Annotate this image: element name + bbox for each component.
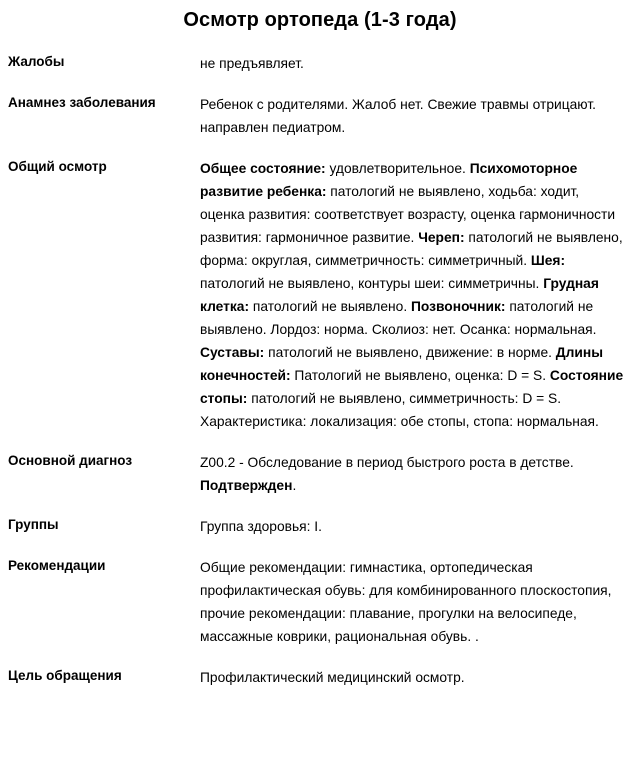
row-value: не предъявляет. bbox=[200, 56, 304, 71]
row-label: Цель обращения bbox=[8, 668, 122, 683]
row-label: Жалобы bbox=[8, 54, 65, 69]
record-row bbox=[8, 52, 626, 75]
record-row bbox=[8, 666, 626, 689]
record-row bbox=[8, 556, 626, 648]
row-value: Z00.2 - Обследование в период быстрого роста в детстве. Подтвержден. bbox=[200, 455, 574, 493]
row-label: Общий осмотр bbox=[8, 159, 107, 174]
record-row bbox=[8, 515, 626, 538]
row-label: Анамнез заболевания bbox=[8, 95, 156, 110]
row-value: Профилактический медицинский осмотр. bbox=[200, 670, 465, 685]
row-label: Рекомендации bbox=[8, 558, 106, 573]
row-value: Группа здоровья: I. bbox=[200, 519, 322, 534]
record-row bbox=[8, 93, 626, 139]
examination-record bbox=[0, 52, 640, 689]
page-title: Осмотр ортопеда (1-3 года) bbox=[183, 9, 457, 31]
row-label: Группы bbox=[8, 517, 59, 532]
row-value: Ребенок с родителями. Жалоб нет. Свежие травмы отрицают. направлен педиатром. bbox=[200, 97, 596, 135]
row-value: Общее состояние: удовлетворительное. Психомоторное развитие ребенка: патологий не выявлено, ходьба: ходит, оценка развития: соответствует возрасту, оценка гармоничности развития: гармоничное развитие. Череп: патологий не выявлено, форма: округлая, симметричность: симметричный. Шея: патологий не выявлено, контуры шеи: симметричны. Грудная клетка: патологий не выявлено. Позвоночник: патологий не выявлено. Лордоз: норма. Сколиоз: нет. Осанка: нормальная. Суставы: патологий не выявлено, движение: в норме. Длины конечностей: Патологий не выявлено, оценка: D = S. Состояние стопы: патологий не выявлено, симметричность: D = S. Характеристика: локализация: обе стопы, стопа: нормальная. bbox=[200, 161, 624, 429]
record-row bbox=[8, 157, 626, 433]
row-label: Основной диагноз bbox=[8, 453, 133, 468]
record-row bbox=[8, 451, 626, 497]
row-value: Общие рекомендации: гимнастика, ортопедическая профилактическая обувь: для комбинированного плоскостопия, прочие рекомендации: плавание, прогулки на велосипеде, массажные коврики, рациональная обувь. . bbox=[200, 560, 612, 644]
